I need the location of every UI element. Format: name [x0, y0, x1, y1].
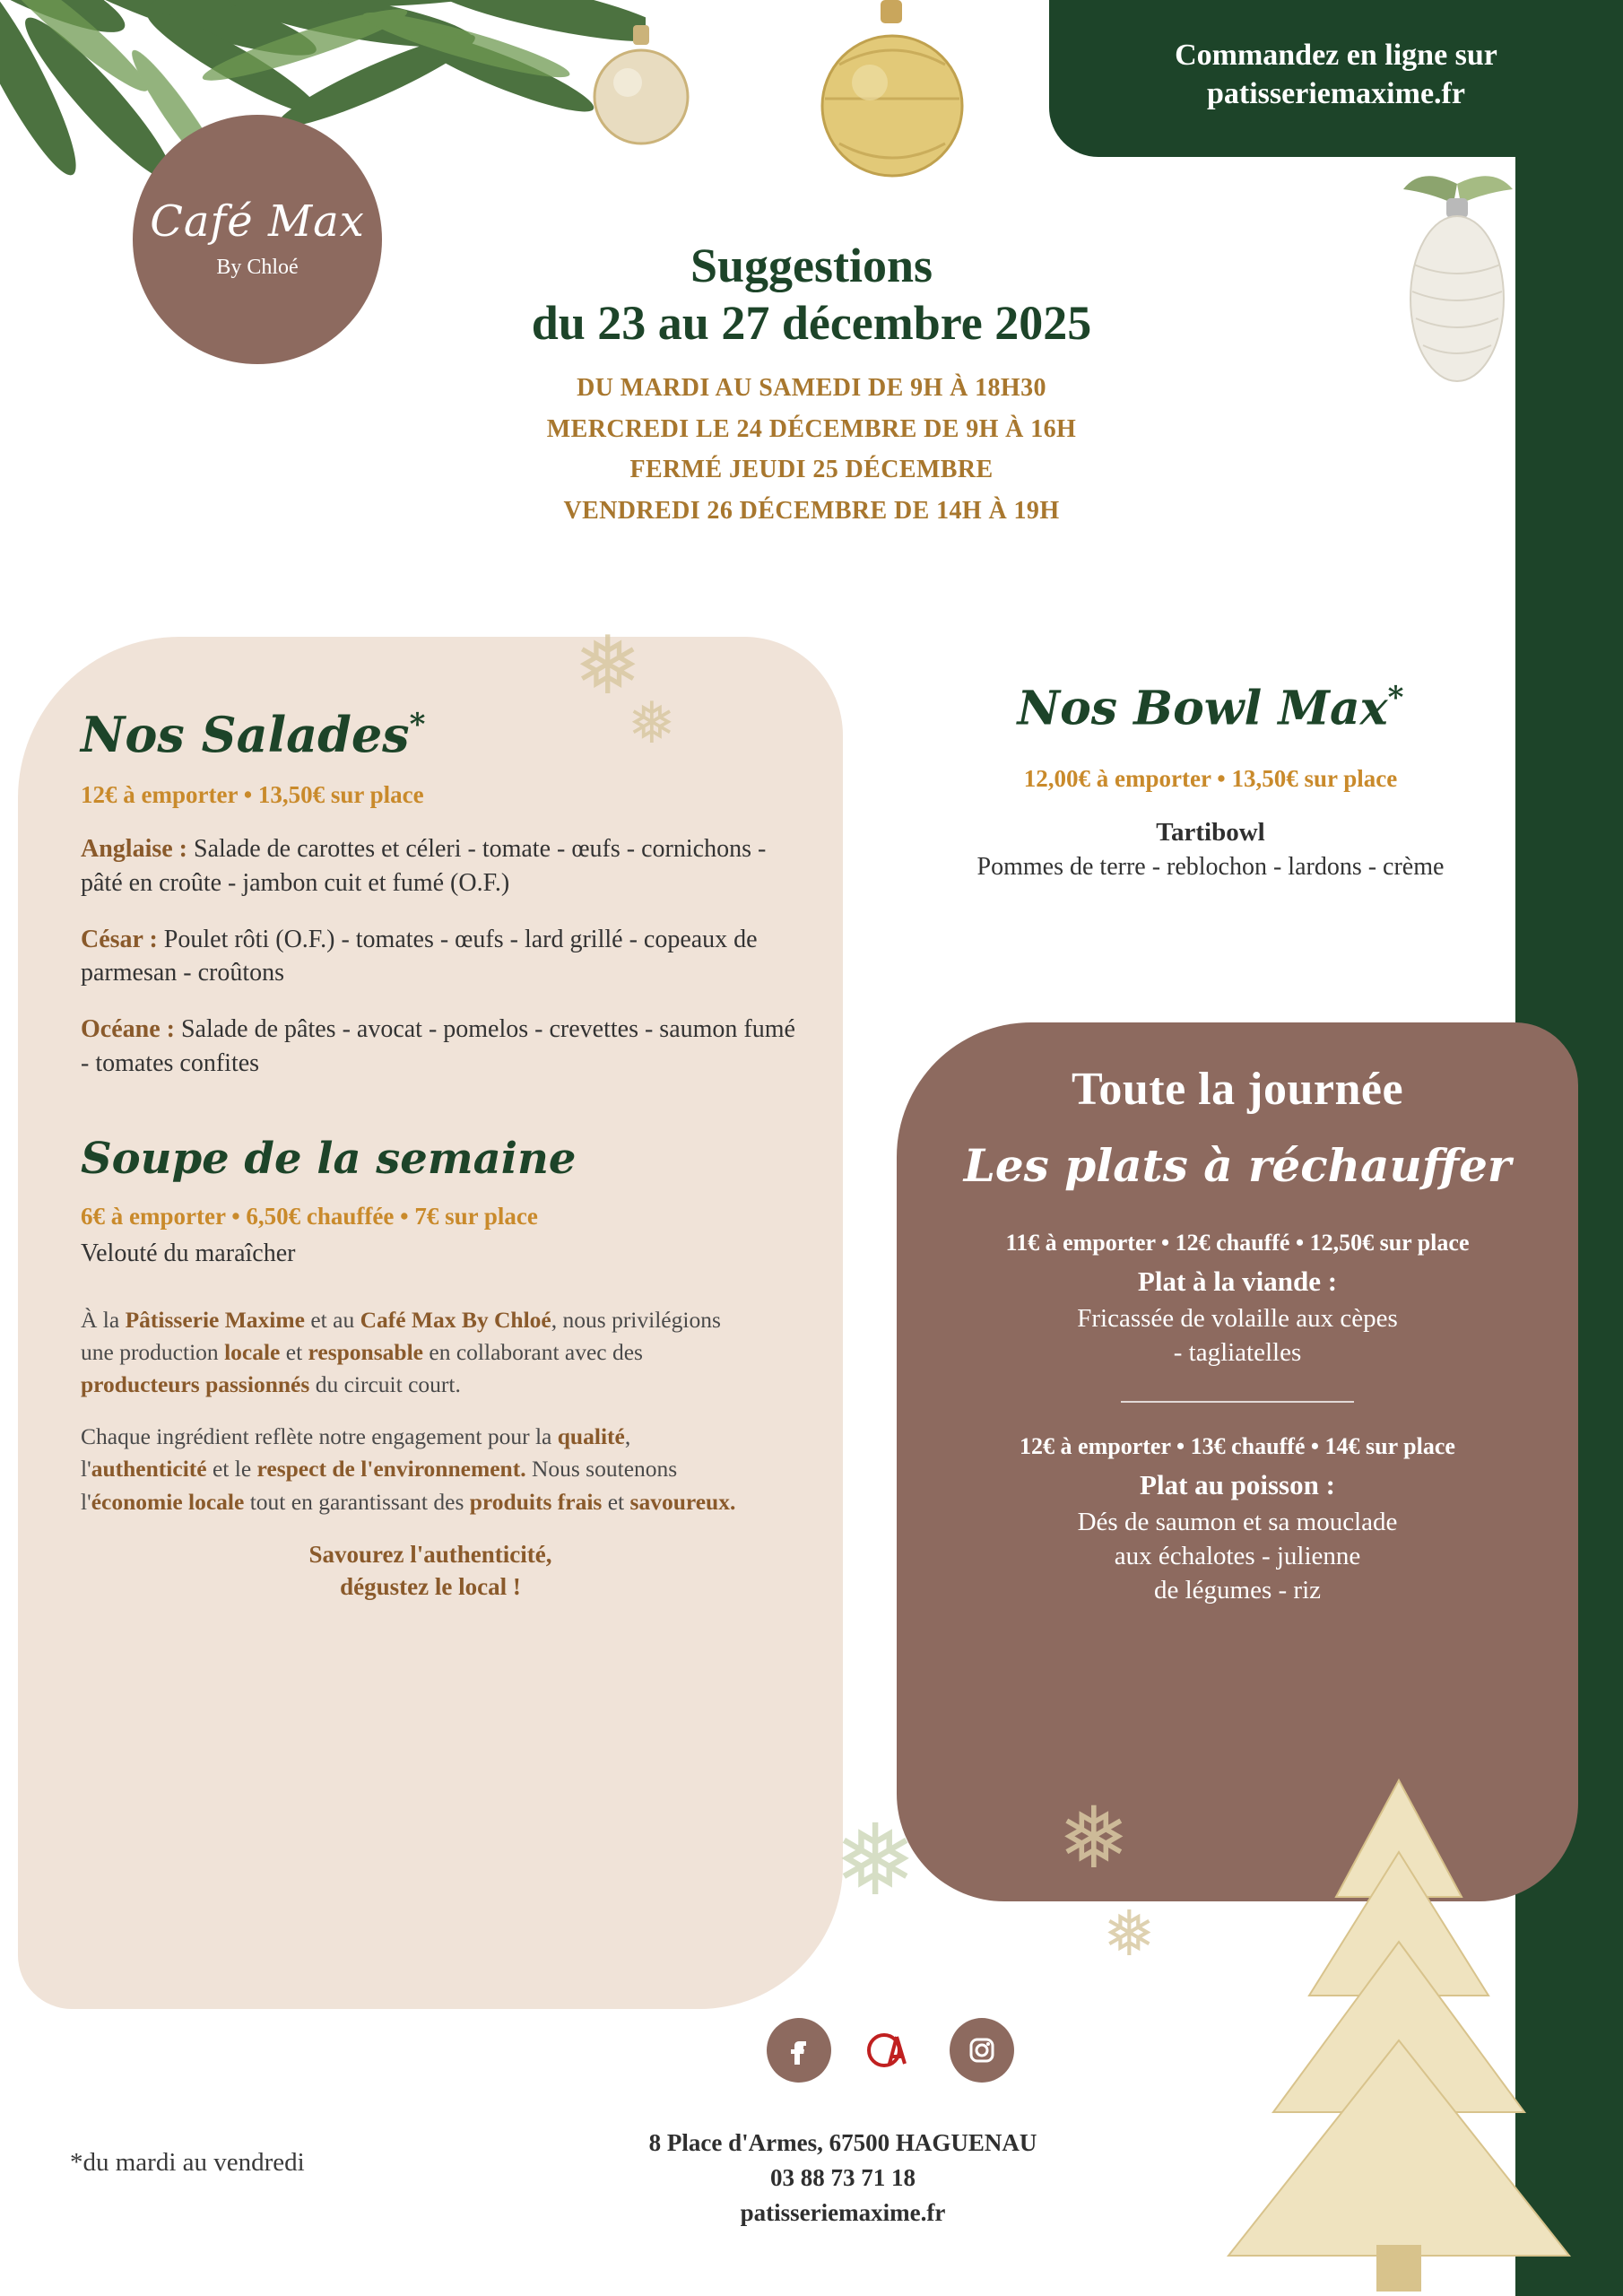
salad-item-oceane: [81, 1013, 798, 1079]
soup-price: 6€ à emporter • 6,50€ chauffée • 7€ sur place: [81, 1202, 538, 1230]
gold-bauble-small: [592, 18, 690, 157]
bowl-title-text: Nos Bowl Max: [1017, 681, 1388, 736]
about-closing-line-1: Savourez l'authenticité,: [308, 1540, 552, 1568]
logo-subtitle: By Chloé: [216, 255, 299, 279]
about-p2-b1: qualité: [557, 1423, 625, 1450]
gold-bauble-large: [807, 0, 977, 193]
fish-dish-label: Plat au poisson :: [1140, 1468, 1335, 1500]
about-p2-b5: produits frais: [469, 1488, 603, 1515]
salad-item-cesar-desc: Poulet rôti (O.F.) - tomates - œufs - lard grillé - copeaux de parmesan - croûtons: [81, 925, 758, 987]
salads-price: 12€ à emporter • 13,50€ sur place: [81, 781, 424, 809]
app-logo-icon[interactable]: [858, 2018, 923, 2083]
salads-title-text: Nos Salades: [81, 706, 410, 763]
footer-website[interactable]: patisseriemaxime.fr: [740, 2199, 946, 2227]
salads-section-title: [81, 706, 798, 763]
footer-phone[interactable]: 03 88 73 71 18: [770, 2164, 916, 2192]
bowl-item-desc: Pommes de terre - reblochon - lardons - crème: [976, 852, 1445, 881]
about-text-block: [81, 1304, 744, 1604]
about-p1-g: du circuit court.: [309, 1371, 461, 1397]
snowflake-decor-bottom3: ❅: [1103, 1900, 1156, 1970]
opening-hours-line-3: FERMÉ JEUDI 25 DÉCEMBRE: [629, 456, 994, 484]
fish-dish-price: 12€ à emporter • 13€ chauffé • 14€ sur place: [1020, 1432, 1455, 1459]
page-title-line-1: Suggestions: [690, 239, 933, 292]
about-closing: [81, 1538, 744, 1604]
golden-christmas-tree: [1193, 1753, 1605, 2296]
online-order-banner: [1049, 0, 1623, 157]
bowl-title-asterisk: *: [1387, 680, 1404, 716]
opening-hours-line-2: MERCREDI LE 24 DÉCEMBRE DE 9H À 16H: [546, 414, 1077, 443]
salad-item-anglaise-name: Anglaise :: [81, 835, 187, 864]
about-paragraph-2: [81, 1421, 744, 1518]
salad-item-oceane-name: Océane :: [81, 1015, 175, 1044]
fish-dish-desc-2: aux échalotes - julienne: [1114, 1541, 1361, 1570]
about-p1-e: et: [280, 1338, 308, 1365]
all-day-title: Toute la journée: [1071, 1064, 1404, 1115]
about-p1-b5: producteurs passionnés: [81, 1371, 310, 1397]
instagram-icon[interactable]: [950, 2018, 1014, 2083]
salad-item-anglaise: [81, 832, 798, 899]
salad-item-cesar-name: César :: [81, 925, 158, 953]
page-header: [386, 238, 1237, 531]
about-p1-c: et au: [304, 1306, 360, 1333]
fish-dish-desc-1: Dés de saumon et sa mouclade: [1077, 1507, 1398, 1536]
meat-dish-desc-2: - tagliatelles: [1173, 1338, 1302, 1368]
about-p2-b3: respect de l'environnement.: [256, 1456, 526, 1483]
about-p1-b4: responsable: [308, 1338, 424, 1365]
salad-item-anglaise-desc: Salade de carottes et céleri - tomate - œufs - cornichons - pâté en croûte - jambon cuit et fumé (O.F.): [81, 835, 767, 897]
all-day-content: [897, 1063, 1578, 1607]
facebook-icon[interactable]: [767, 2018, 831, 2083]
about-p2-e: tout en garantissant des: [244, 1488, 470, 1515]
about-p1-b3: locale: [224, 1338, 281, 1365]
about-p2-b: , l': [81, 1423, 631, 1483]
footer-address: 8 Place d'Armes, 67500 HAGUENAU: [648, 2129, 1037, 2156]
snowflake-decor-top: ❅: [574, 622, 642, 711]
salads-title-asterisk: *: [409, 707, 426, 743]
snowflake-decor-bottom1: ❅: [834, 1806, 917, 1916]
footnote-asterisk: *du mardi au vendredi: [70, 2148, 305, 2177]
bowl-item-name: Tartibowl: [1156, 817, 1265, 847]
salad-item-oceane-desc: Salade de pâtes - avocat - pomelos - crevettes - saumon fumé - tomates confites: [81, 1015, 795, 1077]
all-day-subtitle: Les plats à réchauffer: [963, 1139, 1512, 1192]
snowflake-decor-bottom2: ❅: [1058, 1791, 1130, 1886]
about-p2-b2: authenticité: [91, 1456, 207, 1483]
about-p1-a: À la: [81, 1306, 126, 1333]
about-p2-a: Chaque ingrédient reflète notre engagement pour la: [81, 1423, 558, 1450]
about-p1-f: en collaborant avec des: [423, 1338, 643, 1365]
opening-hours-list: [386, 368, 1237, 530]
salad-item-cesar: [81, 923, 798, 989]
soup-section-title: Soupe de la semaine: [81, 1133, 577, 1184]
meat-dish-desc-1: Fricassée de volaille aux cèpes: [1077, 1304, 1398, 1333]
banner-line-2[interactable]: patisseriemaxime.fr: [1207, 76, 1465, 110]
logo-cafe-max: [133, 115, 382, 364]
page-title-line-2: du 23 au 27 décembre 2025: [531, 295, 1092, 350]
footer-contact: [547, 2126, 1139, 2231]
about-p2-b4: économie locale: [91, 1488, 245, 1515]
about-paragraph-1: [81, 1304, 744, 1402]
meat-dish-price: 11€ à emporter • 12€ chauffé • 12,50€ sur place: [1005, 1230, 1470, 1256]
about-p2-d: Nous soutenons l': [81, 1456, 678, 1515]
bowl-section: [852, 682, 1569, 882]
about-p2-f: et: [602, 1488, 630, 1515]
opening-hours-line-4: VENDREDI 26 DÉCEMBRE DE 14H À 19H: [563, 496, 1060, 525]
about-p1-b1: Pâtisserie Maxime: [125, 1306, 305, 1333]
bowl-price: 12,00€ à emporter • 13,50€ sur place: [1023, 764, 1398, 792]
bowl-section-title: [852, 682, 1569, 735]
about-p2-b6: savoureux.: [629, 1488, 736, 1515]
logo-brand: Café Max: [150, 196, 365, 247]
left-column: [81, 706, 798, 1604]
about-p1-d: , nous privilégions une production: [81, 1306, 721, 1365]
about-p2-c: et le: [206, 1456, 257, 1483]
opening-hours-line-1: DU MARDI AU SAMEDI DE 9H À 18H30: [577, 374, 1046, 403]
snowflake-decor-top2: ❅: [628, 691, 676, 755]
about-p1-b2: Café Max By Chloé: [360, 1306, 551, 1333]
fish-dish-desc-3: de légumes - riz: [1153, 1576, 1321, 1605]
banner-line-1: Commandez en ligne sur: [1175, 39, 1497, 72]
about-closing-line-2: dégustez le local !: [340, 1573, 521, 1601]
social-links: [767, 2018, 1014, 2083]
dish-divider: [1121, 1401, 1354, 1403]
white-pinecone-ornament: [1367, 157, 1547, 395]
meat-dish-label: Plat à la viande :: [1137, 1265, 1338, 1297]
soup-description: Velouté du maraîcher: [81, 1239, 296, 1267]
